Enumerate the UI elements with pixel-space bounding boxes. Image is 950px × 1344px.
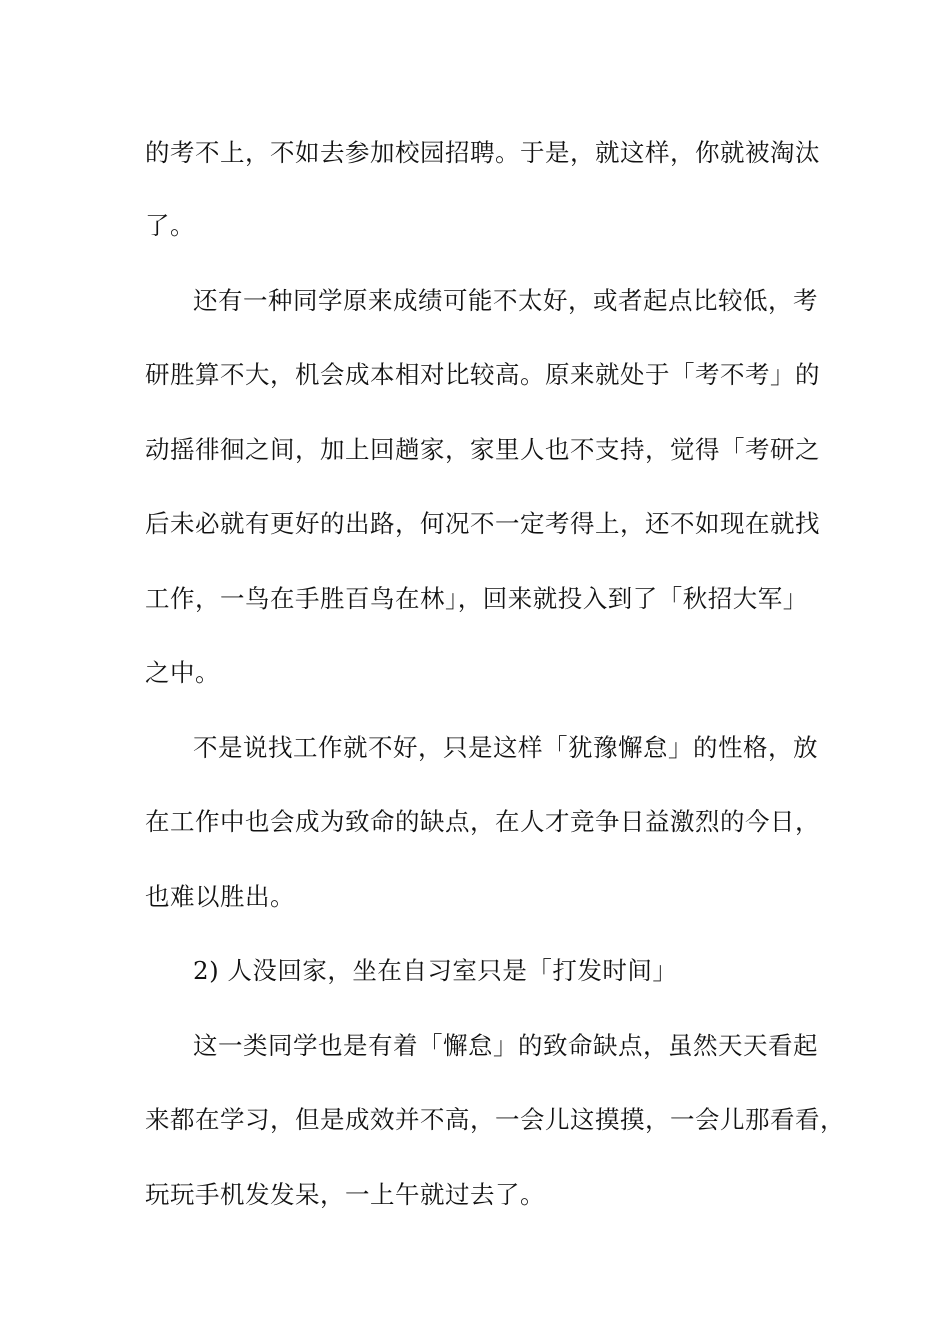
text-line: 的考不上，不如去参加校园招聘。于是，就这样，你就被淘汰 [145,138,820,167]
text-line: 研胜算不大，机会成本相对比较高。原来就处于「考不考」的 [145,360,820,389]
text-line: 也难以胜出。 [145,882,295,911]
text-line: 在工作中也会成为致命的缺点，在人才竞争日益激烈的今日， [145,807,820,836]
text-line: 来都在学习，但是成效并不高，一会儿这摸摸，一会儿那看看， [145,1105,845,1134]
text-line: 玩玩手机发发呆，一上午就过去了。 [145,1180,545,1209]
text-line: 动摇徘徊之间，加上回趟家，家里人也不支持，觉得「考研之 [145,435,820,464]
text-line: 之中。 [145,658,220,687]
text-line: 后未必就有更好的出路，何况不一定考得上，还不如现在就找 [145,509,820,538]
paragraph-first-line: 还有一种同学原来成绩可能不太好，或者起点比较低，考 [193,286,818,315]
text-line: 工作，一鸟在手胜百鸟在林」，回来就投入到了「秋招大军」 [145,584,808,613]
paragraph-first-line: 这一类同学也是有着「懈怠」的致命缺点，虽然天天看起 [193,1031,818,1060]
paragraph-first-line: 不是说找工作就不好，只是这样「犹豫懈怠」的性格，放 [193,733,818,762]
section-heading: 2) 人没回家，坐在自习室只是「打发时间」 [193,956,678,985]
text-line: 了。 [145,211,195,240]
